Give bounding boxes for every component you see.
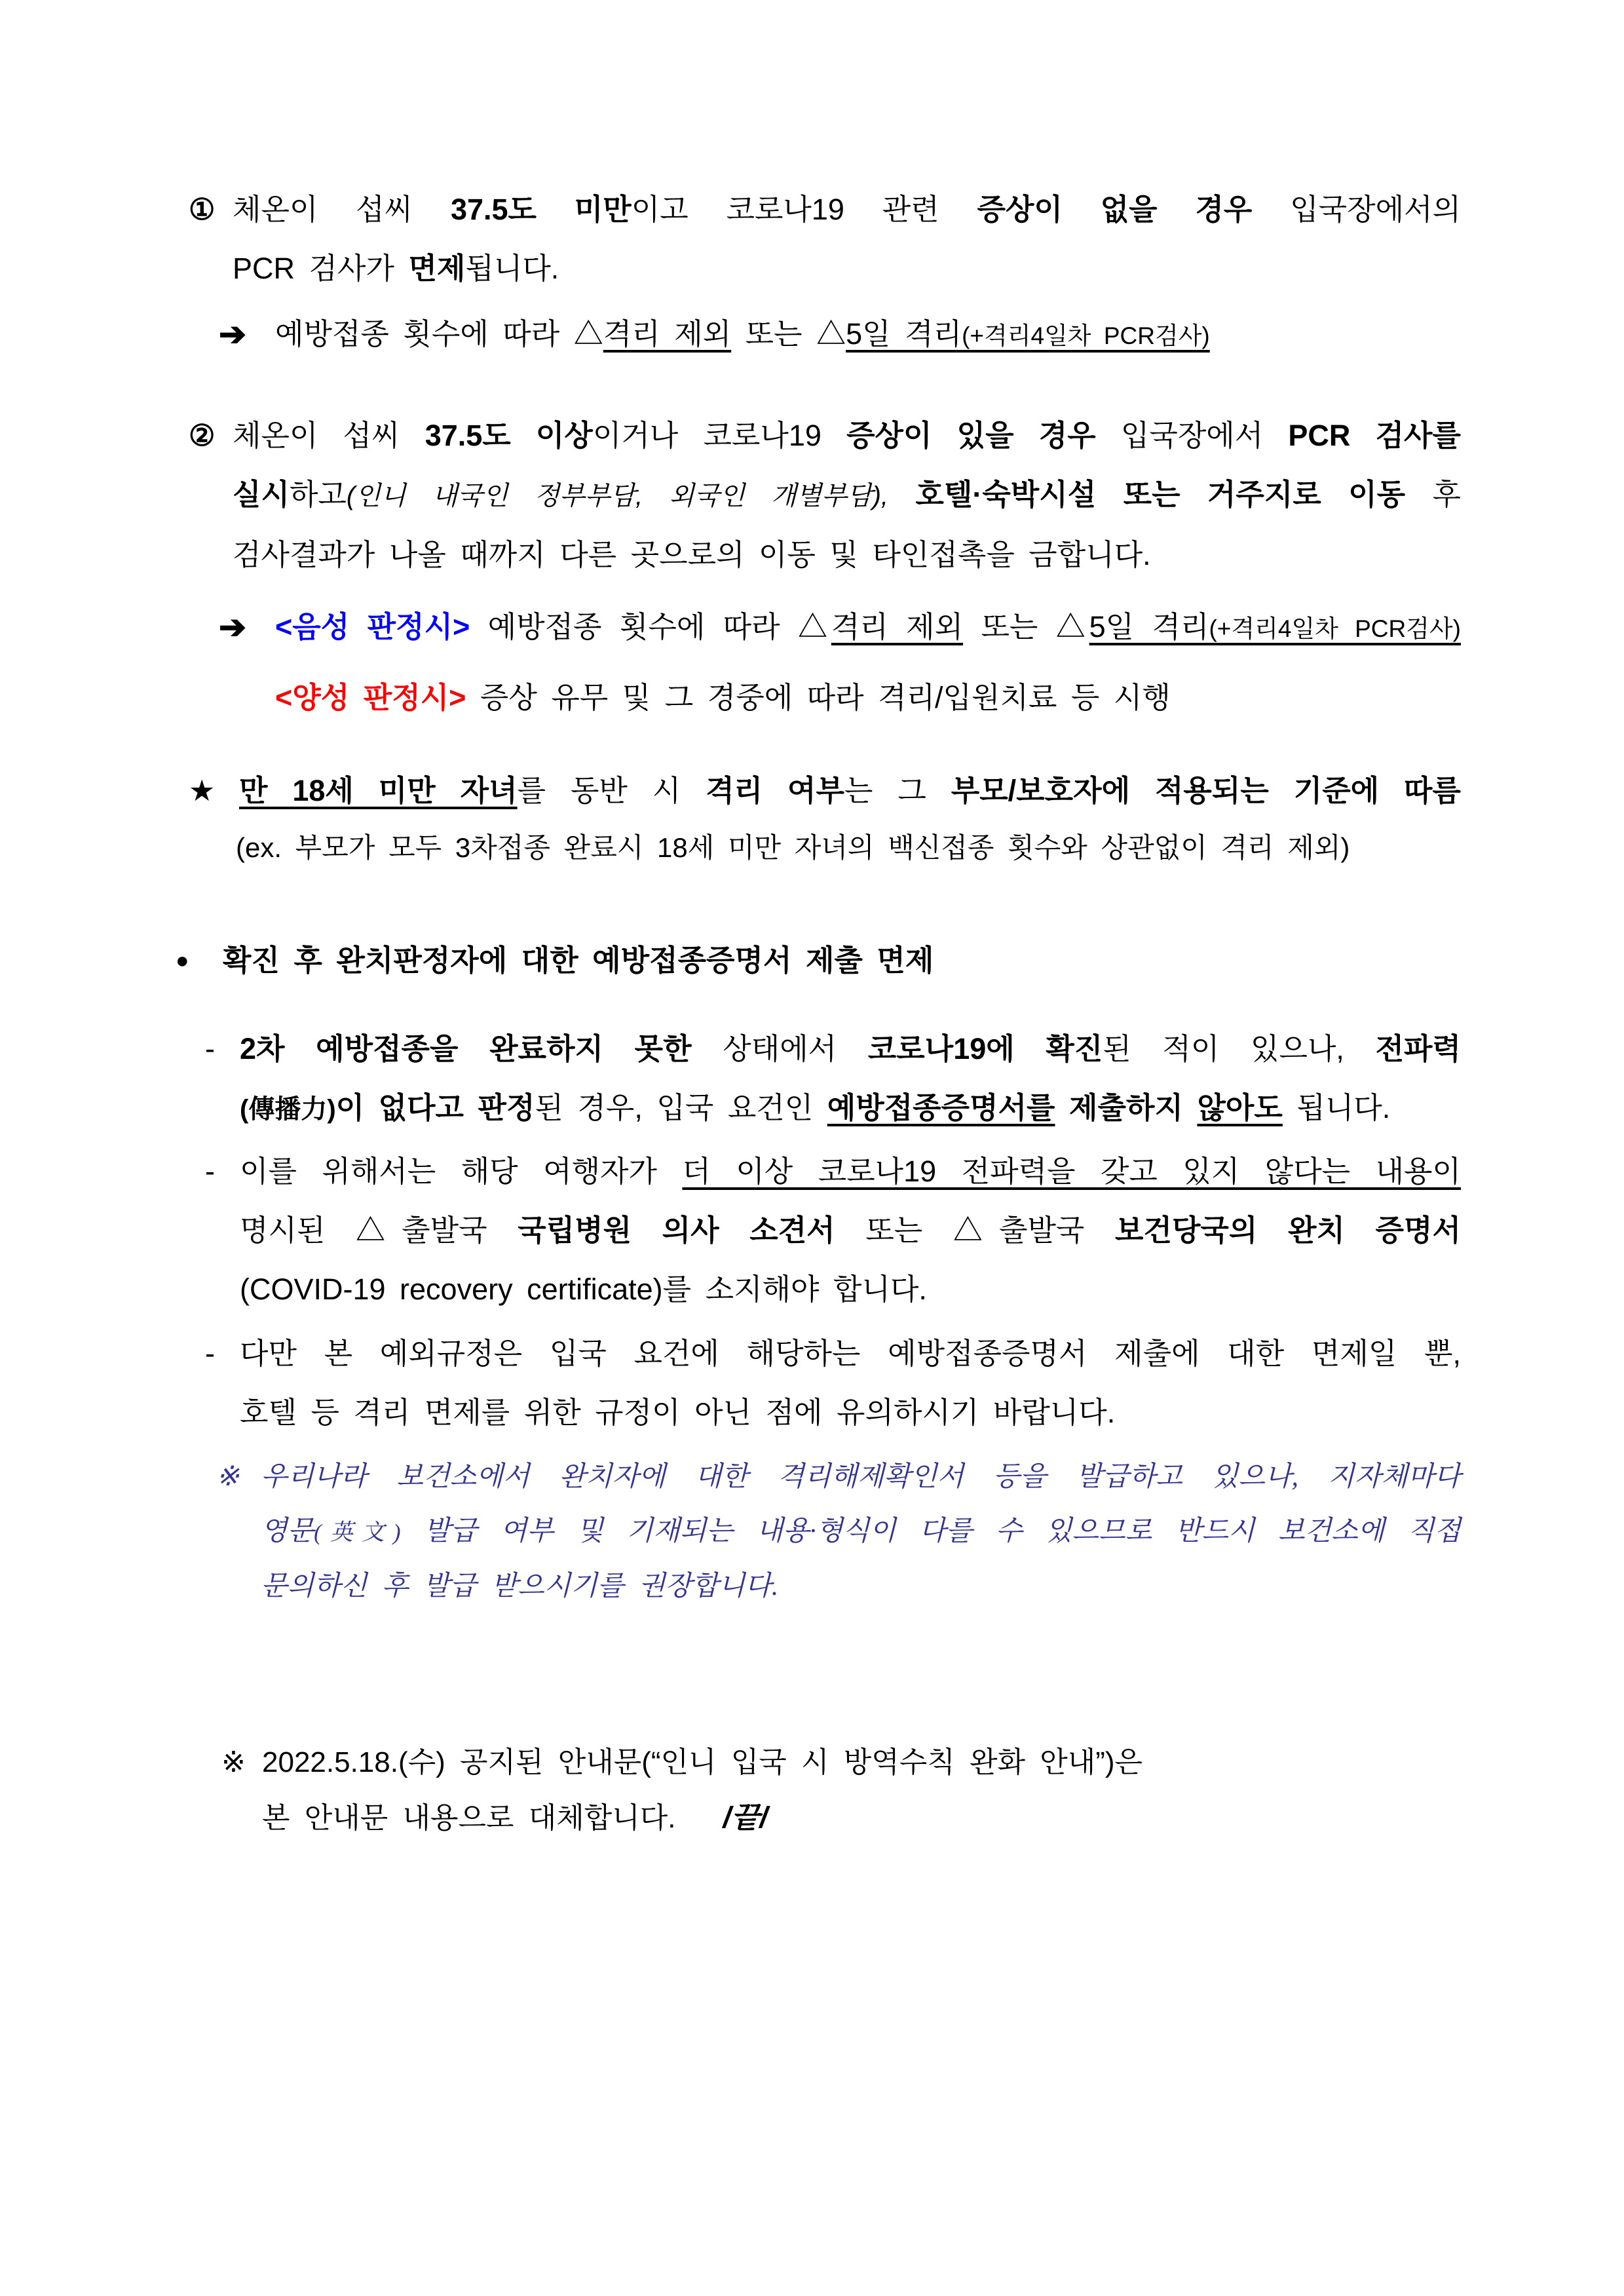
circled-1-marker: ① (189, 193, 216, 226)
text-run: 호텔 등 격리 면제를 위한 규정이 아닌 점에 유의하시기 바랍니다. (240, 1396, 1116, 1429)
text-run (1055, 1091, 1070, 1124)
text-run: 우리나라 보건소에서 완치자에 대한 격리해제확인서 등을 발급하고 있으나, 지자체마다 (261, 1462, 1461, 1492)
text-run: (+격리4일차 PCR검사) (1209, 615, 1461, 642)
text-run: 확진 후 완치판정자에 대한 예방접종증명서 제출 면제 (223, 944, 934, 977)
text-run: 2022.5.18.(수) 공지된 안내문(“인니 입국 시 방역수칙 완화 안내”)은 (262, 1746, 1143, 1778)
text-line (262, 1735, 1461, 1790)
triangle-bullet: △ (573, 317, 603, 351)
text-run: 또는 (731, 317, 817, 351)
text-run: 실시 (233, 478, 290, 511)
text-run: 전파력 (1375, 1032, 1461, 1065)
text-run: 출발국 (998, 1214, 1115, 1247)
text-run: 격리 제외 (831, 610, 964, 643)
arrow-icon: ➔ (219, 609, 246, 645)
text-run: 예방접종 횟수에 따라 (275, 317, 574, 351)
text-run: 이거나 코로나19 (592, 419, 847, 452)
triangle-bullet: △ (356, 1214, 402, 1247)
text-run: 다만 본 예외규정은 입국 요건에 해당하는 예방접종증명서 제출에 대한 면제일 뿐, (240, 1337, 1461, 1370)
hanja-run: (英文) (314, 1520, 401, 1545)
note-previous-notice-replaced (0, 1735, 1624, 1846)
text-line (261, 1559, 1461, 1614)
circled-2-marker: ② (189, 419, 216, 452)
text-line (233, 239, 1461, 298)
text-run: 부모/보호자에 적용되는 기준에 따름 (951, 774, 1461, 807)
note-health-center-certificate (0, 1450, 1624, 1614)
text-run: 상태에서 (691, 1032, 868, 1065)
text-run: 호텔·숙박시설 또는 거주지로 이동 (915, 478, 1406, 511)
text-run: 를 동반 시 (517, 774, 706, 807)
dash-marker: - (205, 1032, 215, 1065)
text-line (240, 1142, 1461, 1201)
text-run (888, 478, 915, 511)
text-line (240, 1079, 1461, 1139)
text-line (240, 1020, 1461, 1079)
text-run: 37.5도 미만 (450, 193, 632, 226)
reference-mark-icon: ※ (216, 1462, 240, 1492)
section-heading (223, 931, 1461, 990)
text-line-negative-result (275, 598, 1461, 659)
text-run: 37.5도 이상 (425, 419, 593, 452)
end-of-document-mark: /끝/ (723, 1801, 768, 1834)
text-run: 만 18세 미만 자녀 (239, 774, 518, 807)
text-run: 문의하신 후 발급 받으시기를 권장합니다. (261, 1571, 779, 1601)
item-children-under-18 (0, 761, 1624, 820)
text-run: 체온이 섭씨 (233, 419, 425, 452)
positive-result-label: <양성 판정시> (275, 681, 466, 714)
text-run: 제출하지 (1069, 1091, 1183, 1124)
text-run: 예방접종증명서를 (827, 1091, 1055, 1124)
subitem-no-second-dose (0, 1020, 1624, 1139)
text-line (240, 1324, 1461, 1383)
text-run: 증상 유무 및 그 경중에 따라 격리/입원치료 등 시행 (466, 681, 1171, 714)
text-run: 5일 격리 (1089, 610, 1209, 643)
text-run (1183, 1091, 1198, 1124)
triangle-bullet: △ (816, 317, 846, 351)
text-run: 면제 (408, 252, 466, 285)
arrow-icon: ➔ (219, 316, 246, 353)
text-run: PCR 검사가 (233, 252, 409, 285)
arrow-note-test-results (0, 598, 1624, 727)
text-run: 더 이상 코로나19 전파력을 갖고 있지 않다는 내용이 (682, 1155, 1461, 1188)
item-temp-below-37-5 (0, 180, 1624, 298)
text-run: 검사결과가 나올 때까지 다른 곳으로의 이동 및 타인접촉을 금합니다. (233, 538, 1151, 571)
text-run: 보건당국의 완치 증명서 (1115, 1214, 1461, 1247)
text-run: 된 경우, 입국 요건인 (535, 1091, 827, 1124)
text-run: 국립병원 의사 소견서 (518, 1214, 835, 1247)
text-run: 또는 (835, 1214, 953, 1247)
text-run: 격리 제외 (603, 317, 732, 351)
text-run: 된 적이 있으나, (1103, 1032, 1376, 1065)
text-line (240, 1201, 1461, 1260)
bullet-icon: ● (176, 948, 189, 973)
text-line (275, 305, 1461, 366)
hanja-run: (傳播力) (240, 1095, 336, 1124)
text-run: 영문 (261, 1516, 314, 1546)
text-run: 하고 (289, 478, 347, 511)
triangle-bullet: △ (953, 1214, 999, 1247)
item-children-example (0, 820, 1624, 875)
text-run: 됩니다. (465, 252, 559, 285)
text-run: 2차 예방접종을 완료하지 못한 (240, 1032, 692, 1065)
text-line (233, 180, 1461, 239)
text-run: 됩니다. (1282, 1091, 1391, 1124)
text-run: 증상이 있을 경우 (846, 419, 1096, 452)
text-run: 는 그 (844, 774, 951, 807)
text-run: 않아도 (1197, 1091, 1283, 1124)
text-line (240, 1260, 1461, 1319)
item-temp-above-37-5 (0, 406, 1624, 584)
text-run: (+격리4일차 PCR검사) (962, 322, 1210, 349)
text-run: 코로나19에 확진 (867, 1032, 1103, 1065)
text-run: 또는 (963, 610, 1056, 643)
dash-marker: - (205, 1155, 215, 1188)
triangle-bullet: △ (1055, 610, 1089, 643)
text-line (239, 761, 1461, 820)
text-run: PCR 검사를 (1288, 419, 1461, 452)
subitem-required-documents (0, 1142, 1624, 1319)
arrow-note-vaccination-count (0, 305, 1624, 366)
text-line (236, 820, 1461, 875)
text-run: 명시된 (240, 1214, 356, 1247)
subitem-exemption-scope-caution (0, 1324, 1624, 1442)
text-run: 5일 격리 (846, 317, 962, 351)
text-run: 후 (1405, 478, 1461, 511)
text-run: 예방접종 횟수에 따라 (470, 610, 798, 643)
text-run: (인니 내국인 정부부담, 외국인 개별부담), (346, 482, 889, 510)
text-run: (COVID-19 recovery certificate)를 소지해야 합니다. (240, 1272, 927, 1306)
text-run: 입국장에서의 (1252, 193, 1462, 226)
text-run: 이를 위해서는 해당 여행자가 (240, 1155, 683, 1188)
text-line (233, 406, 1461, 465)
reference-mark-icon: ※ (221, 1746, 246, 1778)
text-run: 발급 여부 및 기재되는 내용·형식이 다를 수 있으므로 반드시 보건소에 직접 (400, 1516, 1461, 1546)
text-line (233, 526, 1461, 584)
text-line (233, 465, 1461, 526)
section-certificate-exemption (0, 931, 1624, 990)
text-run: 이고 코로나19 관련 (631, 193, 977, 226)
star-icon: ★ (189, 774, 216, 807)
text-run: 격리 여부 (706, 774, 844, 807)
text-line (262, 1790, 1461, 1846)
negative-result-label: <음성 판정시> (275, 610, 470, 643)
text-run: 증상이 없을 경우 (977, 193, 1253, 226)
triangle-bullet: △ (797, 610, 831, 643)
text-line (261, 1450, 1461, 1504)
text-run: 이 없다고 판정 (335, 1091, 535, 1124)
text-line (240, 1383, 1461, 1442)
text-run: 본 안내문 내용으로 대체합니다. (262, 1802, 676, 1834)
text-line (261, 1504, 1461, 1559)
text-run: 입국장에서 (1095, 419, 1289, 452)
text-run: (ex. 부모가 모두 3차접종 완료시 18세 미만 자녀의 백신접종 횟수와 상관없이 격리 제외) (236, 832, 1350, 863)
text-line-positive-result (275, 668, 1461, 727)
text-run: 체온이 섭씨 (233, 193, 451, 226)
dash-marker: - (205, 1337, 215, 1370)
text-run: 출발국 (402, 1214, 518, 1247)
